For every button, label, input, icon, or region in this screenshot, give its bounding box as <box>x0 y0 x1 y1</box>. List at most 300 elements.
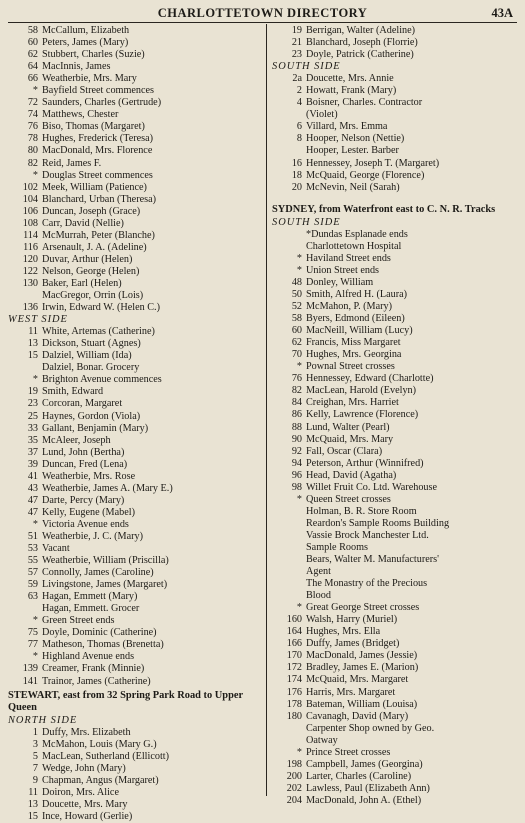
directory-entry <box>270 325 520 337</box>
resident-name: Holman, B. R. Store Room <box>306 505 417 517</box>
directory-entry <box>6 109 265 121</box>
house-number: 11 <box>28 786 38 798</box>
resident-name: Weatherbie, Mrs. Mary <box>42 73 137 85</box>
resident-name: Head, David (Agatha) <box>306 469 397 481</box>
resident-name: Bateman, William (Louisa) <box>306 698 418 710</box>
right-column <box>270 25 520 806</box>
directory-entry <box>6 37 265 49</box>
directory-entry <box>270 422 520 434</box>
directory-entry <box>6 266 265 278</box>
house-number: 39 <box>27 458 38 470</box>
house-number: 18 <box>291 169 302 181</box>
resident-name: Darte, Percy (Mary) <box>42 494 125 506</box>
resident-name: Weatherbie, J. C. (Mary) <box>42 530 144 542</box>
directory-entry <box>270 518 520 530</box>
resident-name: McQuaid, Mrs. Margaret <box>306 674 409 686</box>
resident-name: McMurrah, Peter (Blanche) <box>42 229 155 241</box>
directory-entry <box>6 727 265 739</box>
directory-entry <box>6 639 265 651</box>
house-number: * <box>32 518 38 530</box>
house-number: * <box>296 252 302 264</box>
directory-entry <box>6 290 265 302</box>
house-number: 98 <box>291 481 302 493</box>
directory-entry <box>6 73 265 85</box>
side-heading <box>6 715 265 727</box>
directory-entry <box>270 158 520 170</box>
directory-entry <box>270 133 520 145</box>
resident-name: Haviland Street ends <box>306 252 391 264</box>
resident-name: Queen Street crosses <box>306 493 391 505</box>
house-number: 176 <box>286 686 302 698</box>
resident-name: Willet Fruit Co. Ltd. Warehouse <box>306 481 437 493</box>
resident-name: MacDonald, Mrs. Florence <box>42 145 153 157</box>
resident-name: Byers, Edmond (Eileen) <box>306 313 405 325</box>
resident-name: Doyle, Patrick (Catherine) <box>306 49 414 61</box>
column-divider <box>266 24 267 796</box>
house-number: 64 <box>27 61 38 73</box>
resident-name: Haynes, Gordon (Viola) <box>42 410 141 422</box>
directory-entry <box>270 85 520 97</box>
house-number: 82 <box>291 385 302 397</box>
house-number: 122 <box>22 265 38 277</box>
house-number: 94 <box>291 457 302 469</box>
page-header <box>0 0 525 26</box>
resident-name: Dalziel, William (Ida) <box>42 350 132 362</box>
directory-entry <box>6 787 265 799</box>
house-number: 13 <box>27 338 38 350</box>
house-number: 200 <box>286 770 302 782</box>
directory-entry <box>270 97 520 109</box>
house-number: 120 <box>22 253 38 265</box>
resident-name: Fall, Oscar (Clara) <box>306 445 383 457</box>
house-number: * <box>296 361 302 373</box>
house-number: 2a <box>292 73 302 85</box>
resident-name: Chapman, Angus (Margaret) <box>42 774 159 786</box>
house-number: 106 <box>22 205 38 217</box>
resident-name: MacNeill, William (Lucy) <box>306 325 413 337</box>
directory-entry <box>6 242 265 254</box>
resident-name: Hughes, Frederick (Teresa) <box>42 133 154 145</box>
house-number <box>6 290 42 302</box>
directory-entry <box>6 495 265 507</box>
resident-name: Dalziel, Bonar. Grocery <box>42 362 140 374</box>
house-number <box>270 145 306 157</box>
house-number <box>270 530 306 542</box>
directory-entry <box>6 531 265 543</box>
directory-entry <box>270 49 520 61</box>
house-number: 19 <box>27 386 38 398</box>
resident-name: Douglas Street commences <box>42 169 153 181</box>
resident-name: Walsh, Harry (Muriel) <box>306 614 398 626</box>
directory-entry <box>270 446 520 458</box>
resident-name: McNevin, Neil (Sarah) <box>306 181 400 193</box>
resident-name: Lawless, Paul (Elizabeth Ann) <box>306 782 430 794</box>
resident-name: McQuaid, Mrs. Mary <box>306 433 394 445</box>
resident-name: Vacant <box>42 543 70 555</box>
resident-name: Meek, William (Patience) <box>42 181 147 193</box>
directory-entry <box>6 591 265 603</box>
house-number: 37 <box>27 446 38 458</box>
house-number: * <box>32 374 38 386</box>
directory-entry <box>6 230 265 242</box>
house-number: 33 <box>27 422 38 434</box>
directory-entry <box>270 542 520 554</box>
resident-name: Doiron, Mrs. Alice <box>42 786 119 798</box>
side-heading <box>270 61 520 73</box>
resident-name: Boisner, Charles. Contractor <box>306 97 423 109</box>
resident-name: Matthews, Chester <box>42 109 119 121</box>
resident-name: Blanchard, Urban (Theresa) <box>42 193 156 205</box>
resident-name: (Violet) <box>306 109 338 121</box>
house-number: 41 <box>27 470 38 482</box>
directory-entry <box>270 313 520 325</box>
house-number <box>270 578 306 590</box>
house-number: 136 <box>22 302 38 314</box>
house-number: 55 <box>27 555 38 567</box>
directory-entry <box>6 543 265 555</box>
resident-name: Bayfield Street commences <box>42 85 155 97</box>
house-number: * <box>296 264 302 276</box>
directory-entry <box>270 265 520 277</box>
directory-entry <box>270 783 520 795</box>
resident-name: Livingstone, James (Margaret) <box>42 579 168 591</box>
street-heading <box>270 204 520 216</box>
resident-name: Brighton Avenue commences <box>42 374 162 386</box>
house-number: 20 <box>291 181 302 193</box>
house-number: 35 <box>27 434 38 446</box>
side-heading <box>6 314 265 326</box>
resident-name: Carpenter Shop owned by Geo. <box>306 722 435 734</box>
directory-entry <box>270 554 520 566</box>
house-number: 114 <box>23 229 38 241</box>
directory-entry <box>270 723 520 735</box>
side-heading <box>270 217 520 229</box>
house-number: * <box>296 602 302 614</box>
resident-name: Smith, Alfred H. (Laura) <box>306 288 407 300</box>
house-number: 59 <box>27 579 38 591</box>
house-number <box>6 603 42 615</box>
house-number: 204 <box>286 794 302 806</box>
directory-entry <box>6 398 265 410</box>
house-number <box>270 554 306 566</box>
resident-name: Weatherbie, William (Priscilla) <box>42 555 169 567</box>
directory-entry <box>270 578 520 590</box>
house-number: 23 <box>27 398 38 410</box>
header-rule <box>8 22 517 23</box>
directory-entry <box>270 795 520 807</box>
resident-name: MacLean, Sutherland (Ellicott) <box>42 750 170 762</box>
resident-name: MacDonald, James (Jessie) <box>306 650 418 662</box>
directory-entry <box>270 121 520 133</box>
directory-entry <box>270 699 520 711</box>
house-number: 104 <box>22 193 38 205</box>
resident-name: Doucette, Mrs. Annie <box>306 73 394 85</box>
house-number: 178 <box>286 698 302 710</box>
directory-entry <box>6 627 265 639</box>
directory-entry <box>270 638 520 650</box>
directory-entry <box>270 289 520 301</box>
directory-entry <box>270 747 520 759</box>
directory-entry <box>6 579 265 591</box>
resident-name: Smith, Edward <box>42 386 104 398</box>
house-number: 76 <box>291 373 302 385</box>
house-number: 88 <box>291 421 302 433</box>
directory-entry <box>6 763 265 775</box>
resident-name: Nelson, George (Helen) <box>42 265 140 277</box>
resident-name: Larter, Charles (Caroline) <box>306 770 412 782</box>
resident-name: Sample Rooms <box>306 541 368 553</box>
house-number: 58 <box>291 313 302 325</box>
side-heading-text: WEST SIDE <box>8 314 68 326</box>
resident-name: Peterson, Arthur (Winnifred) <box>306 457 424 469</box>
house-number: 84 <box>291 397 302 409</box>
house-number: 70 <box>291 349 302 361</box>
house-number <box>270 506 306 518</box>
directory-entry <box>270 397 520 409</box>
directory-entry <box>6 338 265 350</box>
directory-entry <box>6 182 265 194</box>
house-number: * <box>296 493 302 505</box>
house-number: 7 <box>32 762 38 774</box>
directory-entry <box>270 614 520 626</box>
page-number: 43A <box>491 6 513 20</box>
directory-entry <box>270 771 520 783</box>
directory-entry <box>6 302 265 314</box>
directory-entry <box>6 386 265 398</box>
house-number: 53 <box>27 543 38 555</box>
directory-entry <box>270 301 520 313</box>
resident-name: Hagan, Emmett. Grocer <box>42 603 140 615</box>
resident-name: Bears, Walter M. Manufacturers' <box>306 554 439 566</box>
directory-entry <box>270 373 520 385</box>
directory-entry <box>6 423 265 435</box>
resident-name: MacInnis, James <box>42 61 111 73</box>
resident-name: Howatt, Frank (Mary) <box>306 85 397 97</box>
house-number: 116 <box>23 241 38 253</box>
directory-entry <box>6 194 265 206</box>
resident-name: Pownal Street crosses <box>306 361 395 373</box>
resident-name: Berrigan, Walter (Adeline) <box>306 25 416 36</box>
directory-entry <box>6 49 265 61</box>
street-heading-text: SYDNEY, from Waterfront east to C. N. R. Tracks <box>272 203 496 215</box>
directory-entry <box>270 145 520 157</box>
directory-entry <box>270 482 520 494</box>
directory-entry <box>270 170 520 182</box>
directory-entry <box>270 494 520 506</box>
house-number: 139 <box>22 663 38 675</box>
house-number: 78 <box>27 133 38 145</box>
directory-entry <box>6 85 265 97</box>
house-number: 4 <box>296 97 302 109</box>
directory-entry <box>6 799 265 811</box>
left-column <box>6 25 265 823</box>
directory-entry <box>6 61 265 73</box>
resident-name: Ince, Howard (Gerlie) <box>42 811 133 823</box>
directory-entry <box>270 73 520 85</box>
resident-name: MacLean, Harold (Evelyn) <box>306 385 417 397</box>
house-number <box>6 362 42 374</box>
house-number: * <box>32 615 38 627</box>
resident-name: Carr, David (Nellie) <box>42 217 124 229</box>
resident-name: McMahon, Louis (Mary G.) <box>42 738 157 750</box>
resident-name: White, Artemas (Catherine) <box>42 326 155 338</box>
house-number: 19 <box>291 25 302 36</box>
house-number: 66 <box>27 73 38 85</box>
resident-name: Highland Avenue ends <box>42 651 135 663</box>
directory-entry <box>270 626 520 638</box>
directory-entry <box>270 109 520 121</box>
directory-entry <box>6 350 265 362</box>
house-number: 130 <box>22 277 38 289</box>
resident-name: MacDonald, John A. (Ethel) <box>306 794 422 806</box>
house-number: 2 <box>296 85 302 97</box>
directory-entry <box>270 650 520 662</box>
resident-name: McMahon, P. (Mary) <box>306 301 393 313</box>
resident-name: Stubbert, Charles (Suzie) <box>42 49 145 61</box>
house-number: 77 <box>27 639 38 651</box>
house-number: 63 <box>27 591 38 603</box>
house-number: 62 <box>291 337 302 349</box>
house-number <box>270 241 306 253</box>
directory-entry <box>270 434 520 446</box>
resident-name: Corcoran, Margaret <box>42 398 123 410</box>
house-number: * <box>296 746 302 758</box>
house-number: 11 <box>28 326 38 338</box>
directory-entry <box>6 676 265 688</box>
house-number <box>270 590 306 602</box>
house-number: 16 <box>291 157 302 169</box>
resident-name: Harris, Mrs. Margaret <box>306 686 396 698</box>
directory-entry <box>6 121 265 133</box>
house-number: 76 <box>27 121 38 133</box>
resident-name: Bradley, James E. (Marion) <box>306 662 419 674</box>
resident-name: Reid, James F. <box>42 157 102 169</box>
resident-name: McQuaid, George (Florence) <box>306 169 425 181</box>
house-number: 6 <box>296 121 302 133</box>
directory-entry <box>6 206 265 218</box>
house-number: 47 <box>27 506 38 518</box>
directory-entry <box>270 349 520 361</box>
house-number <box>270 109 306 121</box>
section-gap <box>270 194 520 202</box>
directory-entry <box>270 385 520 397</box>
resident-name: Green Street ends <box>42 615 115 627</box>
resident-name: Doyle, Dominic (Catherine) <box>42 627 157 639</box>
house-number: 90 <box>291 433 302 445</box>
resident-name: McAleer, Joseph <box>42 434 111 446</box>
resident-name: McCallum, Elizabeth <box>42 25 130 36</box>
directory-entry <box>270 229 520 241</box>
directory-entry <box>6 97 265 109</box>
directory-entry <box>270 337 520 349</box>
resident-name: Union Street ends <box>306 264 379 276</box>
house-number: 92 <box>291 445 302 457</box>
house-number: 13 <box>27 799 38 810</box>
directory-entry <box>270 253 520 265</box>
resident-name: Lund, John (Bertha) <box>42 446 125 458</box>
directory-entry <box>270 590 520 602</box>
house-number: * <box>32 169 38 181</box>
directory-entry <box>6 326 265 338</box>
house-number: 60 <box>291 325 302 337</box>
directory-entry <box>270 470 520 482</box>
resident-name: Creamer, Frank (Minnie) <box>42 663 145 675</box>
directory-entry <box>270 662 520 674</box>
resident-name: Lund, Walter (Pearl) <box>306 421 390 433</box>
resident-name: Baker, Earl (Helen) <box>42 277 122 289</box>
resident-name: Hughes, Mrs. Ella <box>306 626 381 638</box>
directory-entry <box>6 459 265 471</box>
directory-entry <box>6 615 265 627</box>
house-number <box>270 229 306 241</box>
directory-entry <box>6 374 265 386</box>
house-number: 62 <box>27 49 38 61</box>
directory-entry <box>6 145 265 157</box>
resident-name: Prince Street crosses <box>306 746 391 758</box>
house-number: 48 <box>291 276 302 288</box>
house-number: 57 <box>27 567 38 579</box>
resident-name: Reardon's Sample Rooms Building <box>306 517 450 529</box>
resident-name: Trainor, James (Catherine) <box>42 675 151 687</box>
house-number: 172 <box>286 662 302 674</box>
house-number: 15 <box>27 350 38 362</box>
resident-name: Duncan, Fred (Lena) <box>42 458 128 470</box>
resident-name: Francis, Miss Margaret <box>306 337 401 349</box>
directory-entry <box>270 735 520 747</box>
directory-entry <box>6 435 265 447</box>
resident-name: Hennessey, Edward (Charlotte) <box>306 373 434 385</box>
side-heading-text: SOUTH SIDE <box>272 216 341 228</box>
house-number: 198 <box>286 758 302 770</box>
directory-entry <box>6 483 265 495</box>
resident-name: Dickson, Stuart (Agnes) <box>42 338 141 350</box>
resident-name: The Monastry of the Precious <box>306 578 428 590</box>
resident-name: Vassie Brock Manchester Ltd. <box>306 529 429 541</box>
resident-name: Kelly, Lawrence (Florence) <box>306 409 419 421</box>
house-number: 166 <box>286 638 302 650</box>
directory-entry <box>270 506 520 518</box>
house-number: 15 <box>27 811 38 823</box>
directory-entry <box>270 674 520 686</box>
resident-name: Hooper, Nelson (Nettie) <box>306 133 405 145</box>
resident-name: Duncan, Joseph (Grace) <box>42 205 141 217</box>
resident-name: Saunders, Charles (Gertrude) <box>42 97 162 109</box>
resident-name: Donley, William <box>306 276 374 288</box>
house-number: 3 <box>32 738 38 750</box>
house-number: * <box>32 85 38 97</box>
resident-name: Duffy, James (Bridget) <box>306 638 400 650</box>
directory-entry <box>270 25 520 37</box>
directory-entry <box>270 458 520 470</box>
resident-name: Great George Street crosses <box>306 602 420 614</box>
house-number <box>270 542 306 554</box>
directory-entry <box>270 530 520 542</box>
house-number: 160 <box>286 614 302 626</box>
resident-name: Blanchard, Joseph (Florrie) <box>306 37 418 49</box>
directory-entry <box>6 775 265 787</box>
house-number: 50 <box>291 288 302 300</box>
resident-name: Matheson, Thomas (Brenetta) <box>42 639 164 651</box>
street-heading-text: STEWART, east from 32 Spring Park Road to Upper Queen <box>8 689 243 713</box>
house-number: 164 <box>286 626 302 638</box>
resident-name: Gallant, Benjamin (Mary) <box>42 422 149 434</box>
house-number: 202 <box>286 782 302 794</box>
directory-entry <box>270 409 520 421</box>
house-number: 170 <box>286 650 302 662</box>
house-number: 8 <box>296 133 302 145</box>
resident-name: Campbell, James (Georgina) <box>306 758 423 770</box>
resident-name: Hughes, Mrs. Georgina <box>306 349 402 361</box>
